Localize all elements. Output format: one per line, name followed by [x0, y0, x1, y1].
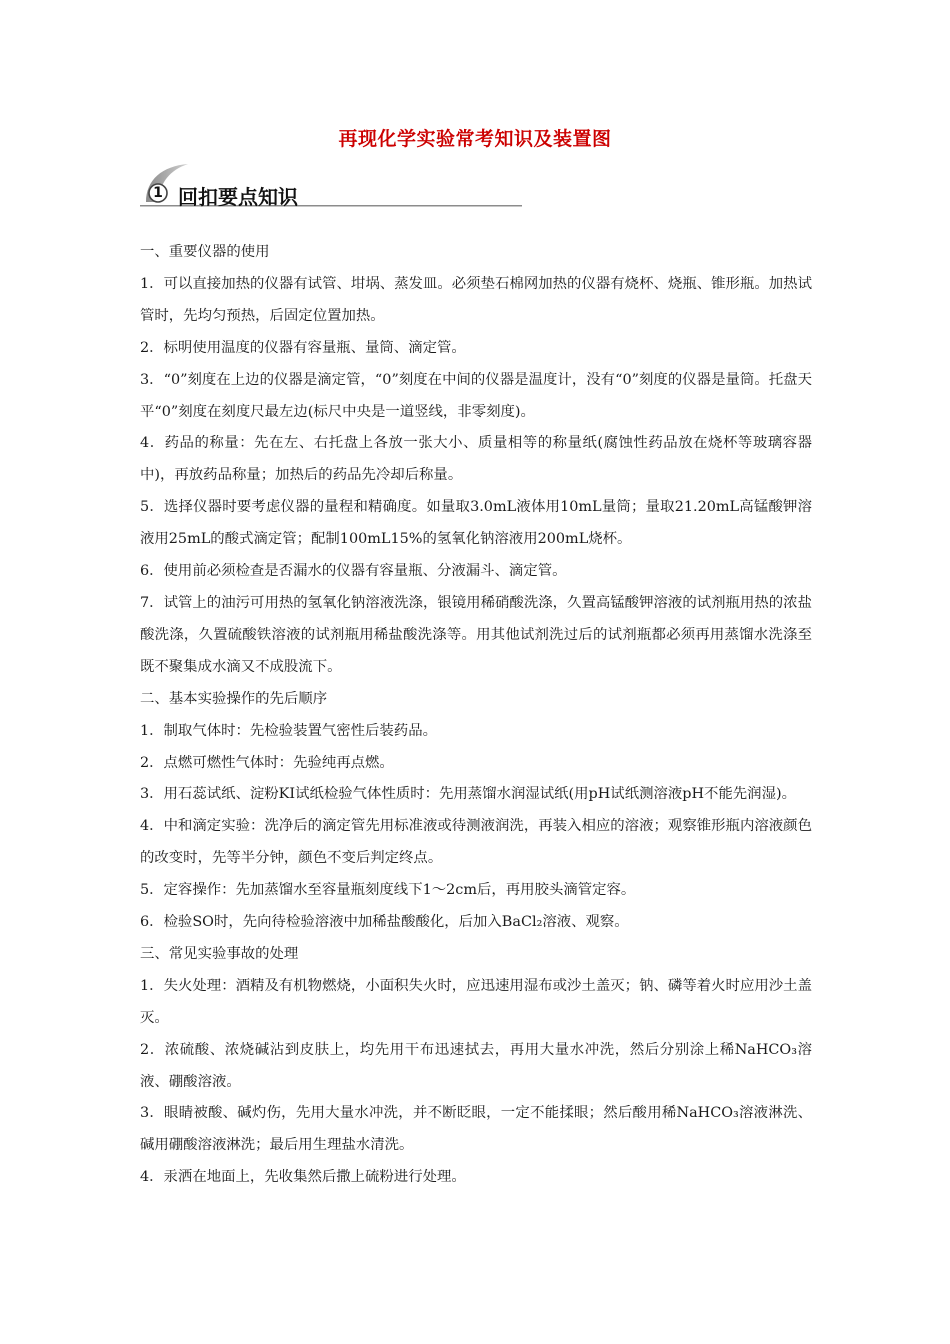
section-header	[140, 162, 522, 210]
paragraph: 3．眼睛被酸、碱灼伤，先用大量水冲洗，并不断眨眼，一定不能揉眼；然后酸用稀NaHCO₃溶液淋洗、碱用硼酸溶液淋洗；最后用生理盐水清洗。	[140, 1105, 812, 1154]
paragraph: 4．中和滴定实验：洗净后的滴定管先用标准液或待测液润洗，再装入相应的溶液；观察锥形瓶内溶液颜色的改变时，先等半分钟，颜色不变后判定终点。	[140, 818, 812, 867]
section-title: 回扣要点知识	[178, 185, 298, 209]
paragraph: 1．失火处理：酒精及有机物燃烧，小面积失火时，应迅速用湿布或沙土盖灭；钠、磷等着火时应用沙土盖灭。	[140, 977, 812, 1026]
document-title: 再现化学实验常考知识及装置图	[338, 128, 612, 150]
paragraph: 2．浓硫酸、浓烧碱沾到皮肤上，均先用干布迅速拭去，再用大量水冲洗，然后分别涂上稀NaHCO₃溶液、硼酸溶液。	[140, 1041, 812, 1090]
document-body	[140, 237, 812, 1194]
paragraph: 4．汞洒在地面上，先收集然后撒上硫粉进行处理。	[140, 1169, 466, 1186]
paragraph: 2．点燃可燃性气体时：先验纯再点燃。	[140, 754, 394, 771]
subsection-heading: 三、常见实验事故的处理	[140, 945, 299, 962]
paragraph: 1．可以直接加热的仪器有试管、坩埚、蒸发皿。必须垫石棉网加热的仪器有烧杯、烧瓶、锥形瓶。加热试管时，先均匀预热，后固定位置加热。	[140, 275, 812, 324]
paragraph: 5．定容操作：先加蒸馏水至容量瓶刻度线下1～2cm后，再用胶头滴管定容。	[140, 882, 636, 899]
section-number: 1	[153, 185, 163, 201]
subsection-heading: 二、基本实验操作的先后顺序	[140, 690, 328, 707]
subsection-heading: 一、重要仪器的使用	[140, 244, 270, 260]
paragraph: 7．试管上的油污可用热的氢氧化钠溶液洗涤，银镜用稀硝酸洗涤，久置高锰酸钾溶液的试剂瓶用热的浓盐酸洗涤，久置硫酸铁溶液的试剂瓶用稀盐酸洗涤等。用其他试剂洗过后的试剂瓶都必须再用蒸馏水洗涤至既不聚集成水滴又不成股流下。	[140, 594, 812, 675]
paragraph: 4．药品的称量：先在左、右托盘上各放一张大小、质量相等的称量纸(腐蚀性药品放在烧杯等玻璃容器中)，再放药品称量；加热后的药品先冷却后称量。	[140, 435, 812, 484]
paragraph: 3．用石蕊试纸、淀粉KI试纸检验气体性质时：先用蒸馏水润湿试纸(用pH试纸测溶液pH不能先润湿)。	[140, 786, 796, 803]
paragraph: 3．“0”刻度在上边的仪器是滴定管，“0”刻度在中间的仪器是温度计，没有“0”刻度的仪器是量筒。托盘天平“0”刻度在刻度尺最左边(标尺中央是一道竖线，非零刻度)。	[140, 371, 812, 420]
paragraph: 6．检验SO时，先向待检验溶液中加稀盐酸酸化，后加入BaCl₂溶液、观察。	[140, 914, 629, 931]
paragraph: 5．选择仪器时要考虑仪器的量程和精确度。如量取3.0mL液体用10mL量筒；量取21.20mL高锰酸钾溶液用25mL的酸式滴定管；配制100mL15%的氢氧化钠溶液用200mL烧杯。	[140, 499, 812, 548]
paragraph: 6．使用前必须检查是否漏水的仪器有容量瓶、分液漏斗、滴定管。	[140, 563, 567, 580]
paragraph: 2．标明使用温度的仪器有容量瓶、量筒、滴定管。	[140, 339, 466, 356]
paragraph: 1．制取气体时：先检验装置气密性后装药品。	[140, 722, 437, 739]
